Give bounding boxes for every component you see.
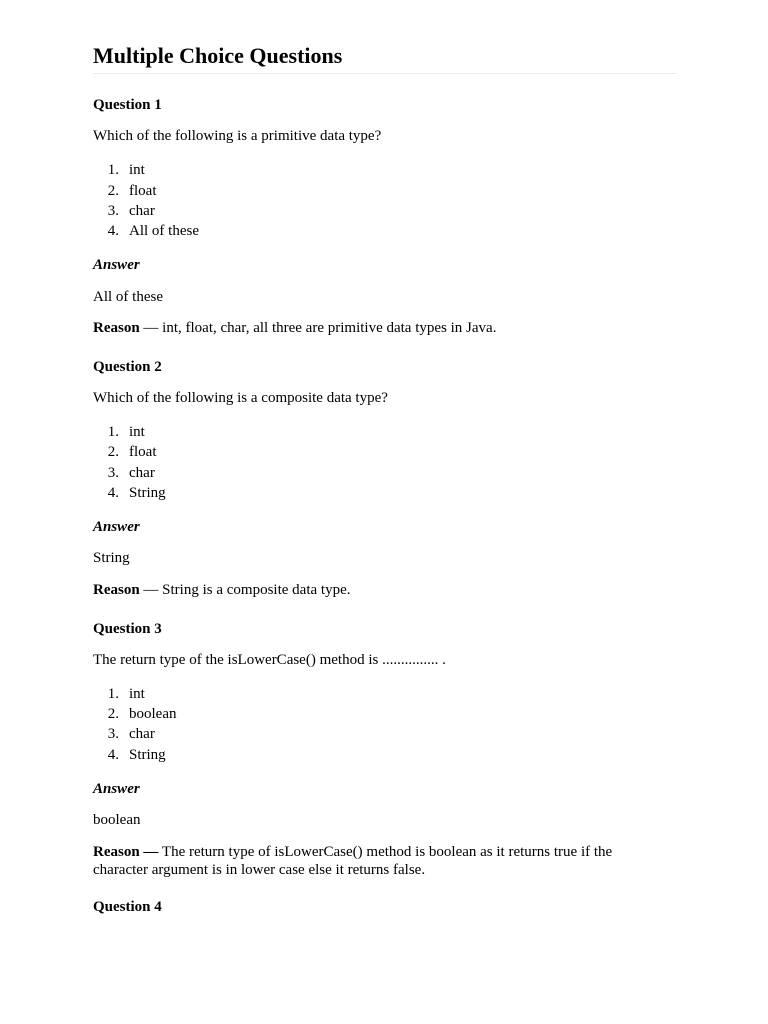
question-1-answer: All of these bbox=[93, 289, 163, 305]
question-2-reason bbox=[93, 581, 350, 599]
option-label: All of these bbox=[129, 223, 199, 239]
question-3-heading: Question 3 bbox=[93, 621, 162, 637]
question-4-heading: Question 4 bbox=[93, 899, 162, 915]
option-label: float bbox=[129, 444, 157, 460]
option-label: char bbox=[129, 203, 155, 219]
question-3-answer-heading: Answer bbox=[93, 781, 140, 797]
question-1-text: Which of the following is a primitive data type? bbox=[93, 128, 382, 144]
reason-label: Reason — bbox=[93, 844, 159, 860]
question-2-heading: Question 2 bbox=[93, 359, 162, 375]
reason-text: — int, float, char, all three are primitive data types in Java. bbox=[139, 320, 497, 336]
option-number: 4. bbox=[107, 747, 119, 763]
question-3-answer: boolean bbox=[93, 812, 141, 828]
question-1-option-1 bbox=[93, 161, 145, 179]
page-title: Multiple Choice Questions bbox=[93, 43, 343, 68]
option-label: float bbox=[129, 183, 157, 199]
reason-label: Reason bbox=[93, 320, 140, 336]
question-2-option-4 bbox=[93, 484, 166, 502]
option-number: 1. bbox=[107, 424, 119, 440]
option-number: 1. bbox=[107, 686, 119, 702]
option-label: String bbox=[129, 747, 166, 763]
question-2-answer-heading: Answer bbox=[93, 519, 140, 535]
reason-text: — String is a composite data type. bbox=[139, 582, 351, 598]
option-label: char bbox=[129, 465, 155, 481]
question-2-option-2 bbox=[93, 443, 157, 461]
option-number: 2. bbox=[107, 444, 119, 460]
question-3-option-3 bbox=[93, 725, 155, 743]
question-1-answer-heading: Answer bbox=[93, 257, 140, 273]
option-number: 3. bbox=[107, 465, 119, 481]
question-2-option-3 bbox=[93, 464, 155, 482]
question-1-reason bbox=[93, 319, 496, 337]
option-label: boolean bbox=[129, 706, 177, 722]
question-3-option-4 bbox=[93, 746, 166, 764]
option-number: 4. bbox=[107, 485, 119, 501]
option-label: char bbox=[129, 726, 155, 742]
question-1-option-2 bbox=[93, 182, 157, 200]
question-2-text: Which of the following is a composite data type? bbox=[93, 390, 388, 406]
option-label: int bbox=[129, 424, 145, 440]
question-1-heading: Question 1 bbox=[93, 97, 162, 113]
question-3-option-1 bbox=[93, 685, 145, 703]
reason-label: Reason bbox=[93, 582, 140, 598]
option-number: 1. bbox=[107, 162, 119, 178]
option-label: int bbox=[129, 162, 145, 178]
option-label: String bbox=[129, 485, 166, 501]
option-number: 2. bbox=[107, 183, 119, 199]
option-number: 4. bbox=[107, 223, 119, 239]
question-2-option-1 bbox=[93, 423, 145, 441]
question-3-reason bbox=[93, 843, 653, 879]
question-1-option-4 bbox=[93, 222, 199, 240]
question-2-answer: String bbox=[93, 550, 130, 566]
question-1-option-3 bbox=[93, 202, 155, 220]
reason-text: The return type of isLowerCase() method is boolean as it returns true if the character argument is in lower case else it returns false. bbox=[93, 844, 613, 878]
title-divider bbox=[93, 73, 677, 74]
question-3-option-2 bbox=[93, 705, 176, 723]
option-number: 3. bbox=[107, 203, 119, 219]
option-number: 2. bbox=[107, 706, 119, 722]
option-label: int bbox=[129, 686, 145, 702]
option-number: 3. bbox=[107, 726, 119, 742]
question-3-text: The return type of the isLowerCase() method is ............... . bbox=[93, 652, 446, 668]
